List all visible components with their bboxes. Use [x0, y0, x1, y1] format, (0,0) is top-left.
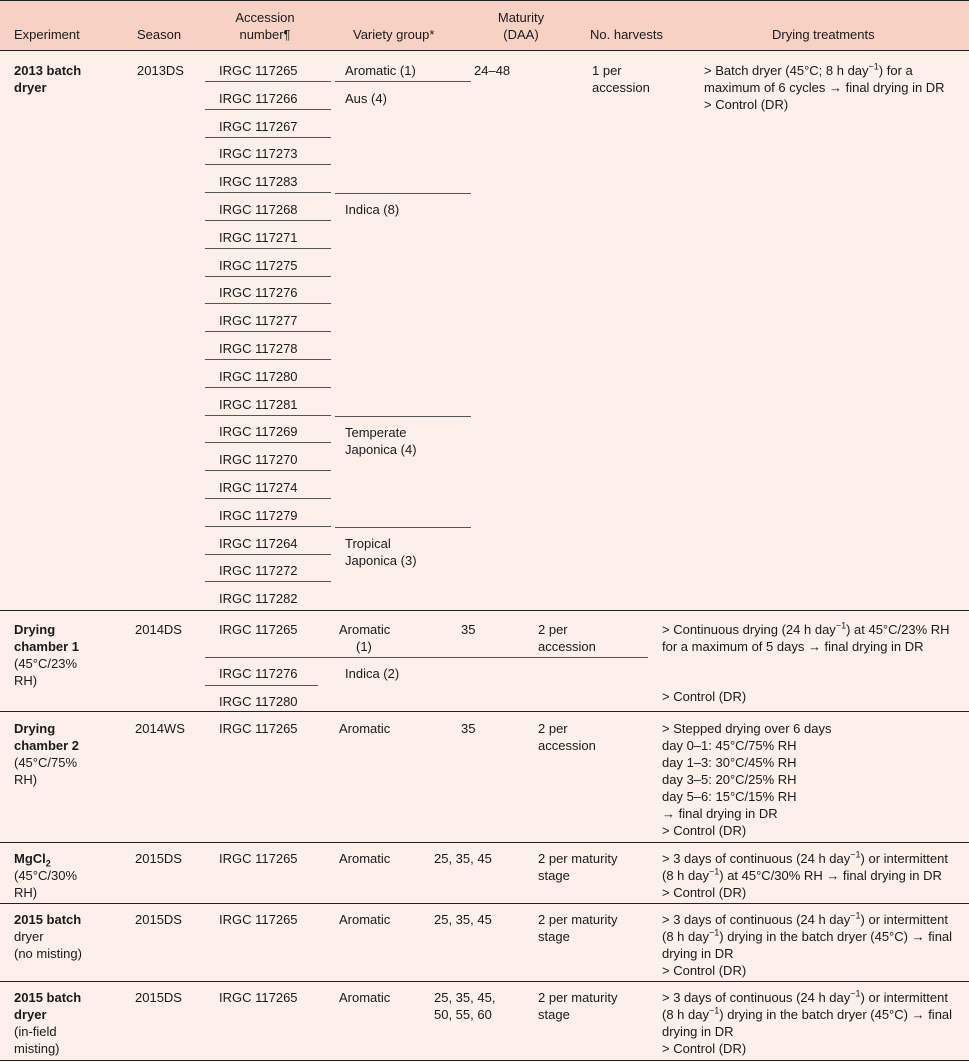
g4-drying-text: > 3 days of continuous (24 h day [662, 851, 851, 866]
g2-drying-text: ) at 45°C/23% RH [846, 622, 950, 637]
g6-experiment-line4: misting) [14, 1041, 60, 1056]
g2-experiment-line4: RH) [14, 673, 38, 688]
g1-accession-divider [205, 109, 331, 110]
g2-drying-text: > Continuous drying (24 h day [662, 622, 836, 637]
g4-drying-line1 [662, 850, 948, 867]
header-rule [0, 50, 969, 51]
g1-accession: IRGC 117270 [219, 452, 298, 468]
g1-accession-divider [205, 415, 331, 416]
g1-accession-divider [205, 276, 331, 277]
g2-accession-2: IRGC 117276 [219, 666, 298, 681]
g3-drying-line3: day 1–3: 30°C/45% RH [662, 755, 797, 770]
g1-accession: IRGC 117267 [219, 118, 298, 134]
g5-drying-sup: −1 [708, 927, 720, 938]
g4-drying-sup: −1 [850, 849, 861, 860]
g2-experiment-line1: Drying [14, 622, 56, 637]
g3-drying-line4: day 3–5: 20°C/25% RH [662, 772, 797, 787]
top-rule [0, 0, 969, 1]
g1-variety-aus: Aus (4) [345, 91, 387, 106]
g1-harvests-line2: accession [592, 80, 650, 95]
g5-harvests-line2: stage [538, 929, 570, 944]
g6-experiment-line1: 2015 batch [14, 990, 82, 1005]
g6-maturity-line1: 25, 35, 45, [434, 990, 496, 1005]
g6-drying-line2 [662, 1006, 952, 1023]
g1-variety-indica: Indica (8) [345, 202, 400, 217]
g3-accession: IRGC 117265 [219, 721, 298, 736]
g1-accession-divider [205, 220, 331, 221]
g2-experiment-line3: (45°C/23% [14, 656, 78, 671]
g2-drying-line3: > Control (DR) [662, 689, 747, 704]
g6-drying-line1 [662, 989, 948, 1006]
g2-accession-3: IRGC 117280 [219, 694, 298, 709]
g4-experiment-sub: 2 [45, 858, 51, 869]
g1-accession: IRGC 117268 [219, 202, 298, 217]
g4-drying-line2 [662, 867, 942, 884]
g4-harvests-line1: 2 per maturity [538, 851, 618, 866]
row-rule [0, 842, 969, 843]
g6-drying-line3: drying in DR [662, 1024, 734, 1039]
g4-experiment-line3: RH) [14, 885, 38, 900]
g5-drying-text: ) drying in the batch dryer (45°C) → final [719, 929, 953, 944]
g2-drying-sup: −1 [835, 620, 847, 631]
g6-drying-text: > 3 days of continuous (24 h day [662, 990, 851, 1005]
g6-maturity-line2: 50, 55, 60 [434, 1007, 492, 1022]
g1-accession: IRGC 117273 [219, 146, 298, 162]
g4-maturity: 25, 35, 45 [434, 851, 492, 866]
g1-accession: IRGC 117272 [219, 563, 298, 579]
g6-drying-text: (8 h day [662, 1007, 709, 1022]
g1-accession-divider [205, 554, 331, 555]
g1-accession-divider [205, 164, 331, 165]
row-rule [0, 981, 969, 982]
g1-drying-sup: −1 [868, 61, 879, 72]
g1-drying-line3: > Control (DR) [704, 97, 789, 112]
g5-drying-line1 [662, 911, 948, 928]
g1-accession-divider [205, 81, 331, 82]
g1-accession: IRGC 117265 [219, 63, 298, 78]
g1-accession: IRGC 117282 [219, 591, 298, 607]
g2-drying-line1 [662, 621, 950, 638]
g2-drying-line2: for a maximum of 5 days → final drying in DR [662, 639, 924, 654]
g5-drying-line3: drying in DR [662, 946, 734, 961]
g5-drying-text: ) or intermittent [860, 912, 948, 927]
g1-accession-divider [205, 359, 331, 360]
g1-accession: IRGC 117278 [219, 341, 298, 356]
g2-experiment-line2: chamber 1 [14, 639, 80, 654]
g4-harvests-line2: stage [538, 868, 570, 883]
g5-drying-sup: −1 [850, 910, 861, 921]
g4-drying-text: ) at 45°C/30% RH → final drying in DR [719, 868, 942, 883]
header-accession-line1: Accession [235, 10, 295, 25]
header-experiment: Experiment [14, 27, 80, 42]
g4-experiment-text: MgCl [14, 851, 46, 866]
g6-accession: IRGC 117265 [219, 990, 298, 1005]
g5-experiment-line1: 2015 batch [14, 912, 82, 927]
g1-season: 2013DS [137, 63, 184, 78]
g3-experiment-line1: Drying [14, 721, 56, 736]
header-drying: Drying treatments [772, 27, 875, 42]
g1-accession-divider [205, 526, 331, 527]
g2-season: 2014DS [135, 622, 182, 637]
g1-accession: IRGC 117271 [219, 229, 298, 245]
g4-season: 2015DS [135, 851, 182, 866]
g5-variety: Aromatic [339, 912, 391, 927]
g6-harvests-line1: 2 per maturity [538, 990, 618, 1005]
g3-drying-line1: > Stepped drying over 6 days [662, 721, 832, 736]
g2-variety-indica: Indica (2) [345, 666, 400, 681]
g2-accession-1: IRGC 117265 [219, 622, 298, 637]
header-accession-line2: number¶ [239, 27, 291, 42]
g1-drying-line1 [704, 62, 913, 79]
g1-accession-divider [205, 442, 331, 443]
g3-maturity: 35 [461, 721, 476, 736]
g1-accession-divider [205, 248, 331, 249]
header-accession [215, 9, 315, 43]
g6-drying-line4: > Control (DR) [662, 1041, 747, 1056]
header-season: Season [137, 27, 182, 42]
g6-season: 2015DS [135, 990, 182, 1005]
g1-accession: IRGC 117280 [219, 368, 298, 384]
g5-drying-text: > 3 days of continuous (24 h day [662, 912, 851, 927]
g1-harvests-line1: 1 per [592, 63, 622, 78]
g1-accession: IRGC 117277 [219, 313, 298, 329]
g1-drying-text: ) for a [878, 63, 913, 78]
g4-accession: IRGC 117265 [219, 851, 298, 866]
g1-variety-tropical-line2: Japonica (3) [345, 553, 417, 568]
g5-experiment-line2: dryer [14, 929, 44, 944]
g1-accession: IRGC 117274 [219, 480, 298, 495]
g1-experiment-line1: 2013 batch [14, 63, 82, 78]
g3-drying-line7: > Control (DR) [662, 823, 747, 838]
g3-variety: Aromatic [339, 721, 391, 736]
g5-accession: IRGC 117265 [219, 912, 298, 927]
g1-accession-divider [205, 192, 331, 193]
g5-maturity: 25, 35, 45 [434, 912, 492, 927]
g1-accession: IRGC 117275 [219, 257, 298, 273]
g1-variety-divider [335, 193, 471, 194]
g1-accession: IRGC 117266 [219, 90, 298, 106]
g4-drying-sup: −1 [708, 866, 720, 877]
g1-accession: IRGC 117279 [219, 507, 298, 523]
header-maturity [478, 9, 564, 43]
g3-experiment-line3: (45°C/75% [14, 755, 78, 770]
g3-harvests-line1: 2 per [538, 721, 568, 736]
g3-season: 2014WS [135, 721, 185, 736]
g1-variety-divider [335, 527, 471, 528]
g2-harvests-line1: 2 per [538, 622, 568, 637]
g1-accession-divider [205, 137, 331, 138]
g6-experiment-line3: (in-field [14, 1024, 57, 1039]
g5-drying-line4: > Control (DR) [662, 963, 747, 978]
g6-drying-sup: −1 [850, 988, 861, 999]
g2-maturity: 35 [461, 622, 476, 637]
g2-harvests-line2: accession [538, 639, 596, 654]
g5-experiment-line3: (no misting) [14, 946, 82, 961]
bottom-rule [0, 1060, 969, 1061]
g3-drying-line2: day 0–1: 45°C/75% RH [662, 738, 797, 753]
g4-drying-text: ) or intermittent [860, 851, 948, 866]
g5-drying-line2 [662, 928, 952, 945]
header-harvests: No. harvests [590, 27, 663, 42]
g5-season: 2015DS [135, 912, 182, 927]
g1-accession-divider [205, 331, 331, 332]
g6-variety: Aromatic [339, 990, 391, 1005]
g1-accession: IRGC 117283 [219, 174, 298, 190]
g2-accession-divider [205, 685, 318, 686]
g1-variety-temperate-line2: Japonica (4) [345, 442, 417, 457]
g4-drying-text: (8 h day [662, 868, 709, 883]
g3-experiment-line2: chamber 2 [14, 738, 80, 753]
g5-drying-text: (8 h day [662, 929, 709, 944]
g1-accession-divider [205, 303, 331, 304]
row-rule [0, 903, 969, 904]
g1-accession: IRGC 117276 [219, 285, 298, 301]
g1-variety-divider [335, 416, 471, 417]
header-maturity-line2: (DAA) [503, 27, 539, 42]
g6-drying-sup: −1 [708, 1005, 720, 1016]
g3-drying-line5: day 5–6: 15°C/15% RH [662, 789, 797, 804]
g1-accession-divider [205, 387, 331, 388]
g3-experiment-line4: RH) [14, 772, 38, 787]
g4-experiment-line1 [14, 850, 51, 867]
g4-variety: Aromatic [339, 851, 391, 866]
g1-variety-aromatic: Aromatic (1) [345, 63, 416, 78]
g4-experiment-line2: (45°C/30% [14, 868, 78, 883]
g4-drying-line3: > Control (DR) [662, 885, 747, 900]
g6-drying-text: ) or intermittent [860, 990, 948, 1005]
row-rule [0, 610, 969, 611]
g5-harvests-line1: 2 per maturity [538, 912, 618, 927]
g1-maturity: 24–48 [474, 63, 511, 78]
g1-drying-text: > Batch dryer (45°C; 8 h day [704, 63, 869, 78]
g1-accession-divider [205, 581, 331, 582]
g1-drying-line2: maximum of 6 cycles → final drying in DR [704, 80, 945, 95]
g1-accession: IRGC 117264 [219, 535, 298, 551]
g6-experiment-line2: dryer [14, 1007, 47, 1022]
g3-harvests-line2: accession [538, 738, 596, 753]
row-rule [0, 711, 969, 712]
header-maturity-line1: Maturity [497, 10, 545, 25]
g1-accession: IRGC 117269 [219, 424, 298, 440]
g6-drying-text: ) drying in the batch dryer (45°C) → final [719, 1007, 953, 1022]
g2-variety-aromatic-line1: Aromatic [339, 622, 391, 637]
g1-accession: IRGC 117281 [219, 396, 298, 412]
g1-experiment-line2: dryer [14, 80, 47, 95]
g1-accession-divider [205, 470, 331, 471]
g2-accession-divider [205, 657, 318, 658]
g1-accession-divider [205, 498, 331, 499]
g2-variety-aromatic-line2: (1) [356, 639, 372, 654]
g6-harvests-line2: stage [538, 1007, 570, 1022]
g1-variety-tropical-line1: Tropical [345, 536, 391, 551]
g2-divider [318, 657, 648, 658]
g1-variety-divider [335, 81, 471, 82]
g3-drying-line6: → final drying in DR [662, 806, 778, 821]
g1-variety-temperate-line1: Temperate [345, 425, 407, 440]
header-variety: Variety group* [353, 27, 435, 42]
